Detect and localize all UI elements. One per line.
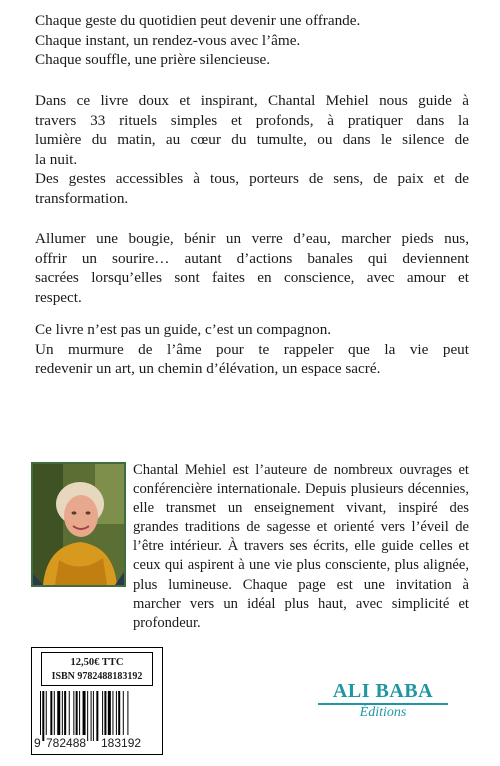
barcode-bar — [40, 691, 41, 741]
rituals-paragraph — [35, 229, 469, 307]
price-box — [41, 652, 153, 686]
barcode-bar — [127, 691, 128, 741]
barcode-group-left: 782488 — [46, 736, 87, 750]
barcode-bar — [118, 691, 120, 741]
barcode-bar — [79, 691, 80, 741]
text-line: Ce livre n’est pas un guide, c’est un compagnon. — [35, 321, 332, 338]
barcode-bar — [50, 691, 52, 741]
barcode-bar — [104, 691, 106, 741]
text-line: Chaque instant, un rendez-vous avec l’âme. — [35, 31, 301, 49]
text-line: page est une invitation à marcher vers un idéal plus — [133, 576, 469, 612]
text-line: respect. — [35, 288, 82, 306]
text-line: et conférencière internationale. Depuis plusieurs — [133, 462, 469, 498]
barcode-bar — [112, 691, 113, 741]
text-line: consciente, plus alignée, plus lumineuse. Chaque — [133, 557, 469, 593]
text-line: Allumer une bougie, bénir un verre d’eau, marcher pieds nus, — [35, 230, 469, 247]
barcode-bar — [46, 691, 47, 741]
barcode-bar — [57, 691, 60, 741]
barcode-bar — [62, 691, 63, 741]
text-line: Chantal Mehiel est l’auteure de nombreux ouvrages — [133, 462, 453, 478]
text-line: vers l’éveil de l’être intérieur. À travers ses écrits, — [133, 519, 470, 555]
isbn-label: ISBN 9782488183192 — [51, 671, 143, 682]
description-paragraph — [35, 91, 469, 209]
barcode-bar — [73, 691, 74, 741]
text-line: travers 33 rituels simples et profonds, à pratiquer dans la — [35, 111, 469, 129]
barcode-bar — [54, 691, 55, 741]
text-line: haut, avec simplicité et profondeur. — [133, 595, 469, 631]
barcode-bar — [123, 691, 124, 741]
text-line: transformation. — [35, 189, 129, 207]
text-line: Dans ce livre doux et inspirant, Chantal Mehiel nous guide à — [35, 92, 469, 109]
text-line: inspiré des grandes traditions de sagesse et orienté — [133, 500, 469, 536]
intro-paragraph — [35, 11, 469, 70]
barcode-digits — [33, 735, 161, 753]
text-line: Chaque geste du quotidien peut devenir une offrande. — [35, 12, 361, 29]
barcode-bar — [91, 691, 92, 741]
text-line: Des gestes accessibles à tous, porteurs de sens, de paix et de — [35, 170, 469, 188]
barcode-bar — [93, 691, 94, 741]
publisher-name: ALI BABA — [332, 680, 434, 702]
barcode-bar — [83, 691, 86, 741]
barcode-first-digit: 9 — [34, 736, 41, 750]
barcode-group-right: 183192 — [101, 736, 142, 750]
text-line: offrir un sourire… autant d’actions banales qui deviennent — [35, 249, 469, 267]
text-line: lumière du matin, au cœur du tumulte, ou dans le silence de — [35, 131, 469, 149]
barcode-bar — [96, 691, 98, 741]
author-portrait-illustration — [33, 464, 124, 585]
barcode-bar — [102, 691, 103, 741]
text-line: elle guide celles et ceux qui aspirent à une vie plus — [133, 538, 470, 574]
barcode-bar — [87, 691, 88, 741]
barcode-bar — [69, 691, 70, 741]
text-line: redevenir un art, un chemin d’élévation, un espace sacré. — [35, 360, 381, 378]
barcode-bars — [40, 691, 154, 741]
barcode-bar — [108, 691, 111, 741]
text-line: la nuit. — [35, 150, 78, 168]
text-line: décennies, elle transmet un enseignement vivant, — [133, 481, 469, 517]
barcode-bar — [64, 691, 66, 741]
barcode-bar — [76, 691, 78, 741]
text-line: Un murmure de l’âme pour te rappeler que la vie peut — [35, 340, 469, 358]
publisher-logo — [318, 680, 450, 740]
price-label: 12,50€ TTC — [70, 657, 124, 668]
barcode-bar — [116, 691, 117, 741]
author-photo — [31, 462, 126, 587]
barcode-bar — [42, 691, 44, 741]
companion-paragraph — [35, 320, 469, 379]
publisher-subtitle: Éditions — [359, 705, 407, 720]
text-line: sacrées lorsqu’elles sont faites en conscience, avec amour et — [35, 269, 469, 287]
text-line: Chaque souffle, une prière silencieuse. — [35, 51, 271, 69]
author-biography — [133, 461, 469, 633]
